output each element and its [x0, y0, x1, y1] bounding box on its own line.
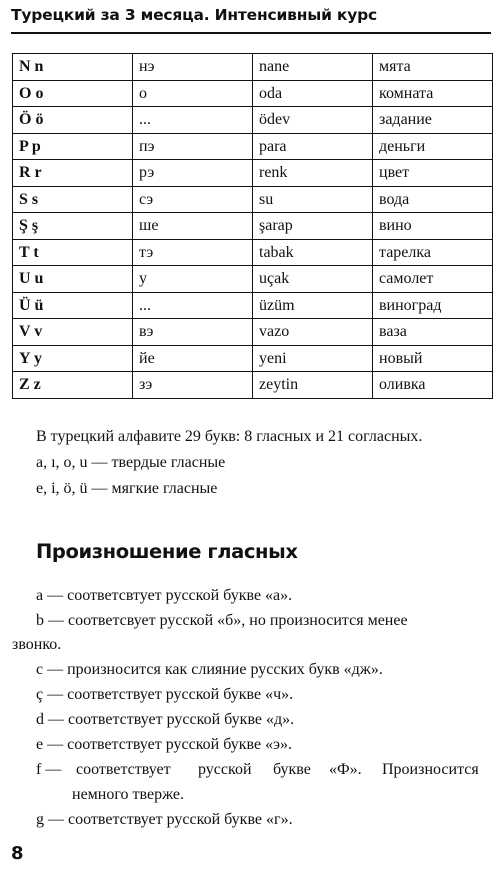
vowel-f-line-2: немного тверже.: [72, 786, 185, 803]
table-cell-translation: самолет: [373, 266, 493, 293]
vowel-d: d — соответствует русской букве «д».: [36, 711, 295, 728]
table-cell-translation: деньги: [373, 133, 493, 160]
table-cell-word: para: [253, 133, 373, 160]
table-cell-translation: новый: [373, 345, 493, 372]
alphabet-table: [12, 53, 493, 399]
table-cell-letter: T t: [13, 239, 133, 266]
vowel-c: c — произносится как слияние русских букв «дж».: [36, 661, 383, 678]
table-cell-letter: V v: [13, 319, 133, 346]
table-cell-letter: N n: [13, 54, 133, 81]
table-row: [13, 319, 493, 346]
table-cell-translation: комната: [373, 80, 493, 107]
table-cell-letter: U u: [13, 266, 133, 293]
table-cell-sound: сэ: [133, 186, 253, 213]
table-cell-letter: P p: [13, 133, 133, 160]
table-row: [13, 213, 493, 240]
table-row: [13, 80, 493, 107]
table-cell-sound: о: [133, 80, 253, 107]
table-cell-word: tabak: [253, 239, 373, 266]
table-row: [13, 54, 493, 81]
table-cell-word: zeytin: [253, 372, 373, 399]
vowel-c-cedilla: ç — соответствует русской букве «ч».: [36, 686, 294, 703]
table-cell-translation: вино: [373, 213, 493, 240]
table-cell-letter: Ş ş: [13, 213, 133, 240]
running-head: Турецкий за 3 месяца. Интенсивный курс: [11, 6, 378, 24]
table-row: [13, 345, 493, 372]
table-cell-sound: ...: [133, 107, 253, 134]
vowel-e: e — соответствует русской букве «э».: [36, 736, 292, 753]
vowel-g: g — соответствует русской букве «г».: [36, 811, 293, 828]
f-word-4: букве: [273, 761, 311, 778]
table-row: [13, 160, 493, 187]
alphabet-table-body: [13, 54, 493, 399]
intro-line-2: a, ı, o, u — твердые гласные: [36, 454, 226, 471]
vowel-b-line-2: звонко.: [12, 636, 62, 653]
table-row: [13, 186, 493, 213]
table-cell-sound: рэ: [133, 160, 253, 187]
table-cell-letter: O o: [13, 80, 133, 107]
f-word-3: русской: [198, 761, 252, 778]
f-word-5: «Ф».: [329, 761, 362, 778]
table-cell-word: ödev: [253, 107, 373, 134]
table-row: [13, 292, 493, 319]
table-cell-translation: ваза: [373, 319, 493, 346]
table-cell-sound: зэ: [133, 372, 253, 399]
table-cell-translation: оливка: [373, 372, 493, 399]
table-cell-word: üzüm: [253, 292, 373, 319]
table-cell-sound: пэ: [133, 133, 253, 160]
vowel-b-line-1: b — соответсвует русской «б», но произносится менее: [36, 612, 408, 629]
table-row: [13, 107, 493, 134]
table-cell-word: renk: [253, 160, 373, 187]
f-word-6: Произносится: [382, 761, 479, 778]
table-cell-letter: Ö ö: [13, 107, 133, 134]
f-word-2: соответствует: [76, 761, 171, 778]
table-cell-translation: виноград: [373, 292, 493, 319]
table-row: [13, 133, 493, 160]
table-cell-letter: S s: [13, 186, 133, 213]
header-rule: [11, 32, 491, 34]
table-cell-translation: задание: [373, 107, 493, 134]
table-cell-letter: Ü ü: [13, 292, 133, 319]
intro-line-3: e, i, ö, ü — мягкие гласные: [36, 480, 218, 497]
table-cell-word: oda: [253, 80, 373, 107]
table-cell-word: nane: [253, 54, 373, 81]
table-cell-word: yeni: [253, 345, 373, 372]
table-cell-letter: Z z: [13, 372, 133, 399]
table-row: [13, 372, 493, 399]
table-row: [13, 266, 493, 293]
table-cell-sound: вэ: [133, 319, 253, 346]
table-cell-sound: ...: [133, 292, 253, 319]
table-cell-translation: мята: [373, 54, 493, 81]
table-cell-translation: вода: [373, 186, 493, 213]
table-cell-sound: йе: [133, 345, 253, 372]
table-cell-letter: Y y: [13, 345, 133, 372]
table-cell-word: vazo: [253, 319, 373, 346]
page-number: 8: [11, 843, 24, 864]
table-cell-letter: R r: [13, 160, 133, 187]
table-cell-sound: ше: [133, 213, 253, 240]
table-cell-sound: тэ: [133, 239, 253, 266]
f-word-1: f —: [36, 761, 62, 778]
table-row: [13, 239, 493, 266]
table-cell-word: uçak: [253, 266, 373, 293]
section-title: Произношение гласных: [36, 540, 298, 563]
table-cell-word: su: [253, 186, 373, 213]
vowel-a: a — соответсвтует русской букве «а».: [36, 587, 293, 604]
table-cell-sound: у: [133, 266, 253, 293]
table-cell-translation: тарелка: [373, 239, 493, 266]
table-cell-word: şarap: [253, 213, 373, 240]
intro-line-1: В турецкий алфавите 29 букв: 8 гласных и 21 согласных.: [36, 428, 423, 445]
table-cell-sound: нэ: [133, 54, 253, 81]
table-cell-translation: цвет: [373, 160, 493, 187]
